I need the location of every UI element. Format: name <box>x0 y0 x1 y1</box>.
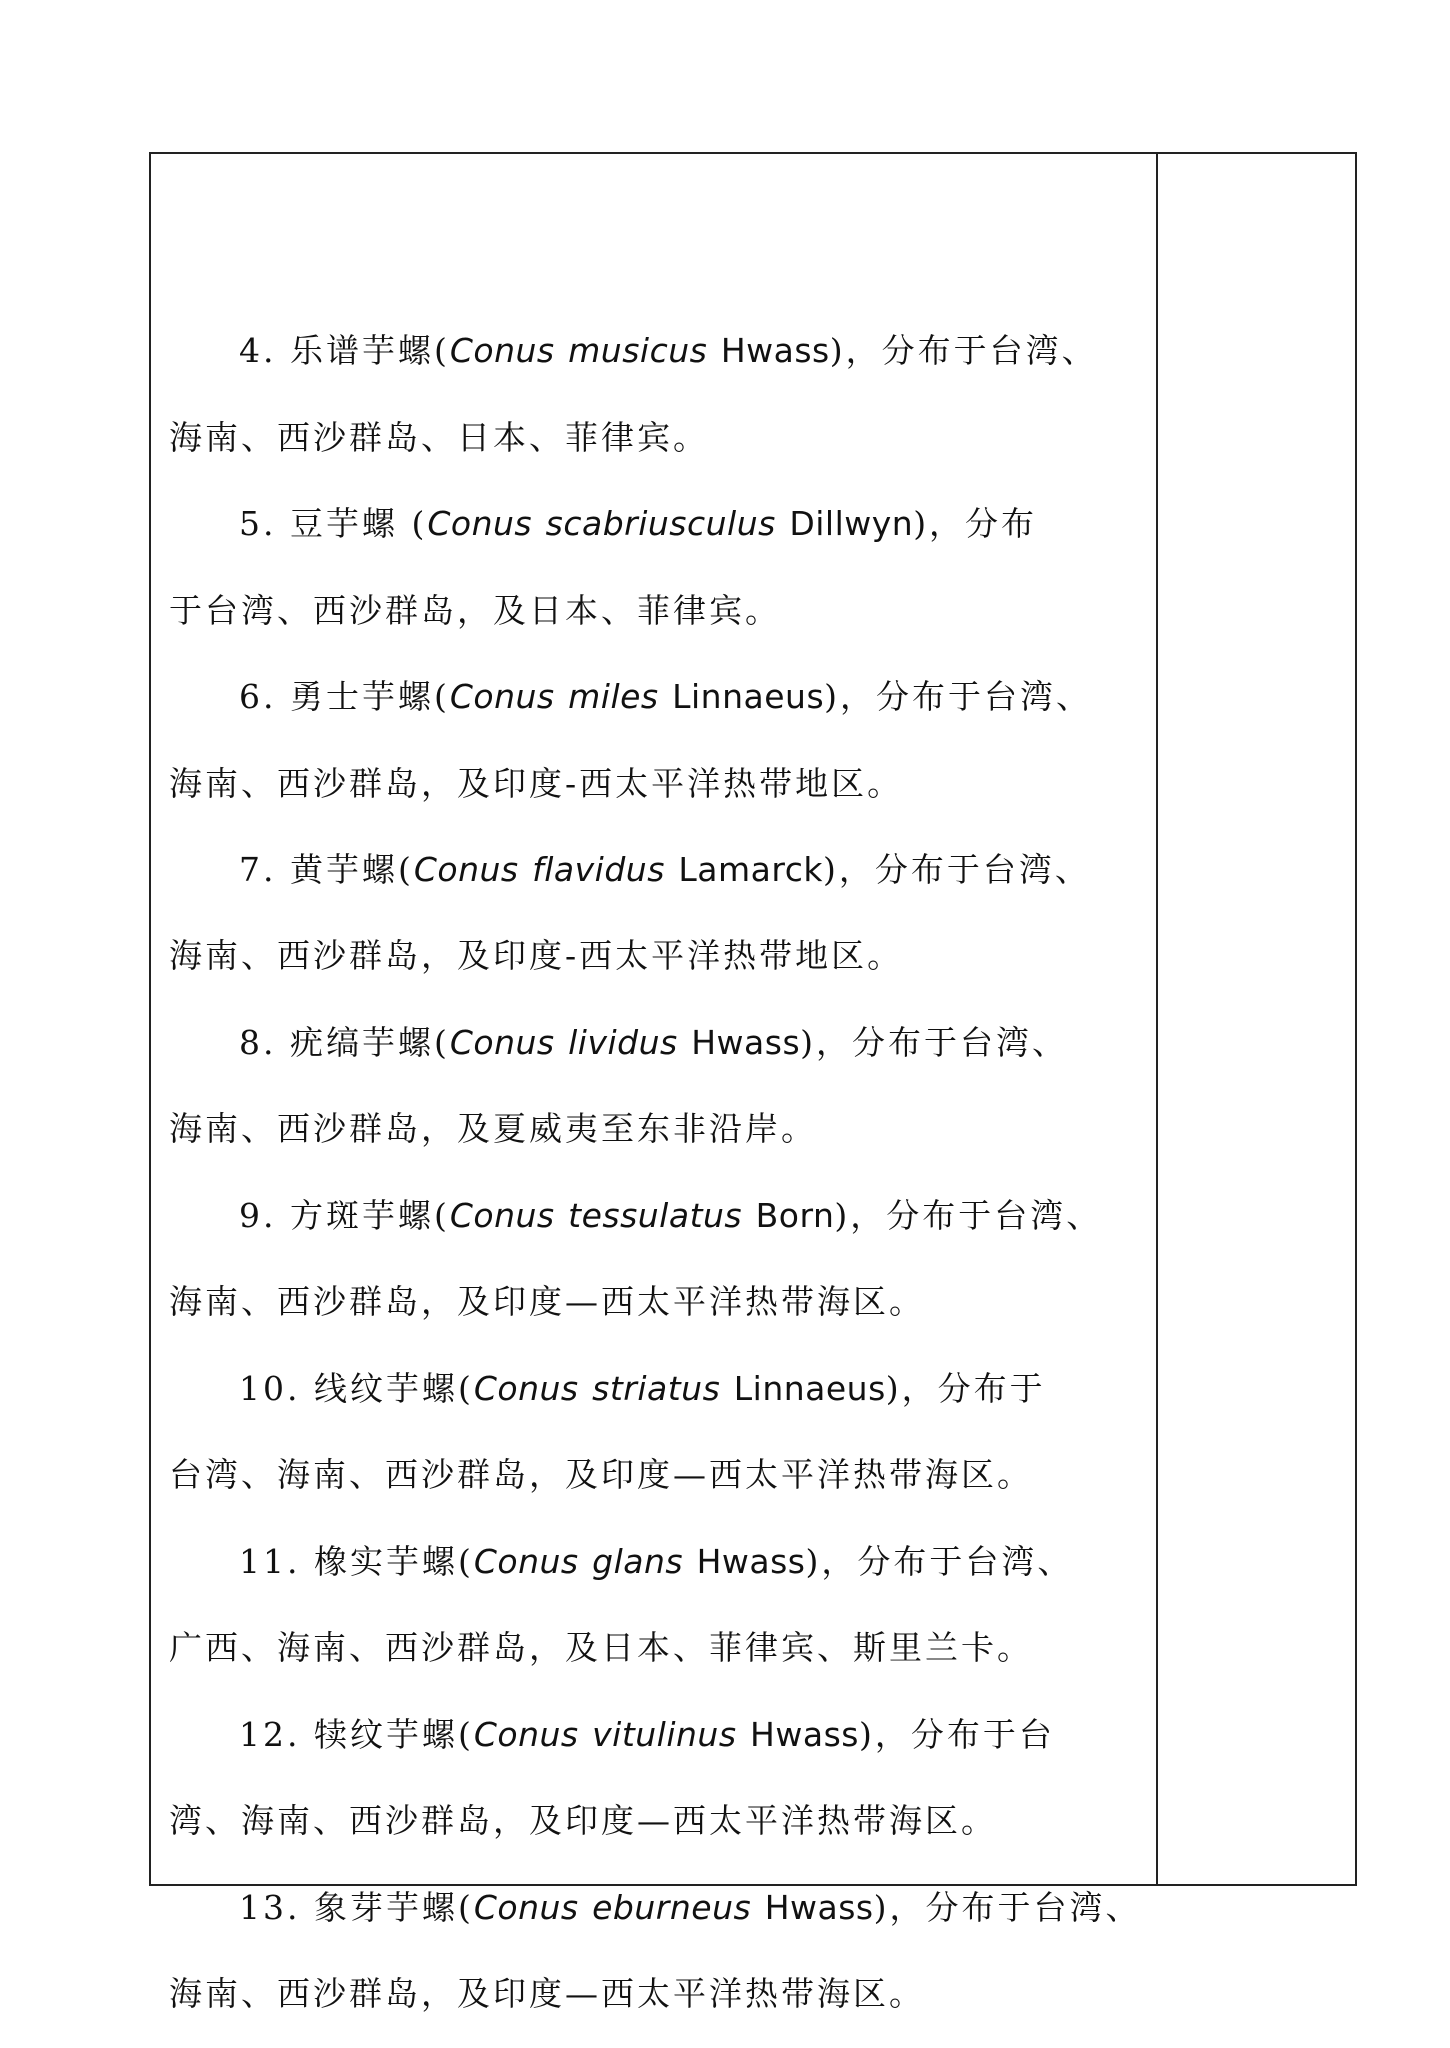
chinese-name: 橡实芋螺( <box>313 1542 474 1581</box>
species-epithet: eburneus <box>592 1888 752 1927</box>
author-name: Hwass <box>720 331 830 370</box>
empty-right-cell <box>1158 154 1355 1884</box>
species-epithet: vitulinus <box>592 1715 737 1754</box>
distribution-text: )，分布于台湾、 <box>822 850 1091 889</box>
entry-first-line <box>239 1883 1141 1933</box>
entry-first-line <box>239 1364 1046 1414</box>
chinese-name: 象芽芋螺( <box>313 1888 474 1927</box>
species-epithet: musicus <box>568 331 708 370</box>
genus-name: Conus <box>473 1369 579 1408</box>
entry-continuation-line <box>169 1104 817 1154</box>
distribution-text: )，分布 <box>913 504 1038 543</box>
distribution-text: 海南、西沙群岛，及印度—西太平洋热带海区。 <box>169 1974 925 2013</box>
chinese-name: 乐谱芋螺( <box>290 331 450 370</box>
entry-first-line <box>239 326 1098 376</box>
chinese-name: 疣缟芋螺( <box>290 1023 450 1062</box>
entry-first-line <box>239 499 1037 549</box>
entry-continuation-line <box>169 1277 925 1327</box>
entry-first-line <box>239 1191 1102 1241</box>
distribution-text: )，分布于台湾、 <box>800 1023 1069 1062</box>
entry-number: 7. <box>239 850 277 889</box>
author-name: Hwass <box>691 1023 801 1062</box>
chinese-name: 方斑芋螺( <box>290 1196 450 1235</box>
species-epithet: striatus <box>592 1369 721 1408</box>
species-list-cell <box>169 154 1154 2013</box>
entry-continuation-line <box>169 1450 1033 1500</box>
genus-name: Conus <box>473 1542 579 1581</box>
entry-number: 8. <box>239 1023 277 1062</box>
genus-name: Conus <box>449 331 555 370</box>
genus-name: Conus <box>427 504 533 543</box>
entry-first-line <box>239 672 1092 722</box>
distribution-text: )，分布于台湾、 <box>873 1888 1142 1927</box>
entry-continuation-line <box>169 1623 1033 1673</box>
author-name: Lamarck <box>678 850 823 889</box>
genus-name: Conus <box>473 1888 579 1927</box>
distribution-text: )，分布于台湾、 <box>834 1196 1103 1235</box>
distribution-text: 广西、海南、西沙群岛，及日本、菲律宾、斯里兰卡。 <box>169 1628 1033 1667</box>
entry-number: 5. <box>239 504 277 543</box>
author-name: Born <box>755 1196 835 1235</box>
entry-number: 11. <box>239 1542 301 1581</box>
species-epithet: glans <box>592 1542 684 1581</box>
entry-continuation-line <box>169 413 709 463</box>
entry-number: 12. <box>239 1715 301 1754</box>
chinese-name: 勇士芋螺( <box>290 677 450 716</box>
entry-continuation-line <box>169 586 781 636</box>
distribution-text: )，分布于台湾、 <box>805 1542 1074 1581</box>
chinese-name: 豆芋螺 ( <box>290 504 428 543</box>
genus-name: Conus <box>473 1715 579 1754</box>
species-epithet: lividus <box>568 1023 678 1062</box>
entry-number: 6. <box>239 677 277 716</box>
species-epithet: flavidus <box>532 850 665 889</box>
author-name: Linnaeus <box>733 1369 886 1408</box>
entry-first-line <box>239 1710 1055 1760</box>
author-name: Dillwyn <box>789 504 914 543</box>
distribution-text: 海南、西沙群岛，及印度-西太平洋热带地区。 <box>169 936 904 975</box>
distribution-text: 于台湾、西沙群岛，及日本、菲律宾。 <box>169 591 781 630</box>
chinese-name: 线纹芋螺( <box>313 1369 474 1408</box>
entry-number: 10. <box>239 1369 301 1408</box>
author-name: Hwass <box>696 1542 806 1581</box>
entry-continuation-line <box>169 1796 997 1846</box>
genus-name: Conus <box>413 850 519 889</box>
genus-name: Conus <box>449 1196 555 1235</box>
entry-first-line <box>239 1018 1068 1068</box>
distribution-text: 湾、海南、西沙群岛，及印度—西太平洋热带海区。 <box>169 1801 997 1840</box>
genus-name: Conus <box>449 677 555 716</box>
entry-first-line <box>239 845 1091 895</box>
distribution-text: )，分布于台湾、 <box>829 331 1098 370</box>
entry-number: 9. <box>239 1196 277 1235</box>
distribution-text: 海南、西沙群岛、日本、菲律宾。 <box>169 418 709 457</box>
distribution-text: 海南、西沙群岛，及印度-西太平洋热带地区。 <box>169 764 904 803</box>
species-epithet: tessulatus <box>568 1196 743 1235</box>
entry-continuation-line <box>169 759 903 809</box>
entry-number: 4. <box>239 331 277 370</box>
document-table <box>149 152 1357 2013</box>
author-name: Hwass <box>764 1888 874 1927</box>
distribution-text: )，分布于台 <box>858 1715 1055 1754</box>
entry-number: 13. <box>239 1888 301 1927</box>
species-epithet: miles <box>568 677 659 716</box>
species-epithet: scabriusculus <box>545 504 776 543</box>
genus-name: Conus <box>449 1023 555 1062</box>
author-name: Hwass <box>750 1715 859 1754</box>
distribution-text: 海南、西沙群岛，及印度—西太平洋热带海区。 <box>169 1282 925 1321</box>
distribution-text: )，分布于台湾、 <box>824 677 1093 716</box>
distribution-text: 台湾、海南、西沙群岛，及印度—西太平洋热带海区。 <box>169 1455 1033 1494</box>
entry-continuation-line <box>169 931 903 981</box>
chinese-name: 黄芋螺( <box>290 850 414 889</box>
distribution-text: )，分布于 <box>885 1369 1046 1408</box>
entry-first-line <box>239 1537 1073 1587</box>
entry-continuation-line <box>169 1969 925 2019</box>
author-name: Linnaeus <box>672 677 825 716</box>
chinese-name: 犊纹芋螺( <box>313 1715 474 1754</box>
distribution-text: 海南、西沙群岛，及夏威夷至东非沿岸。 <box>169 1109 817 1148</box>
